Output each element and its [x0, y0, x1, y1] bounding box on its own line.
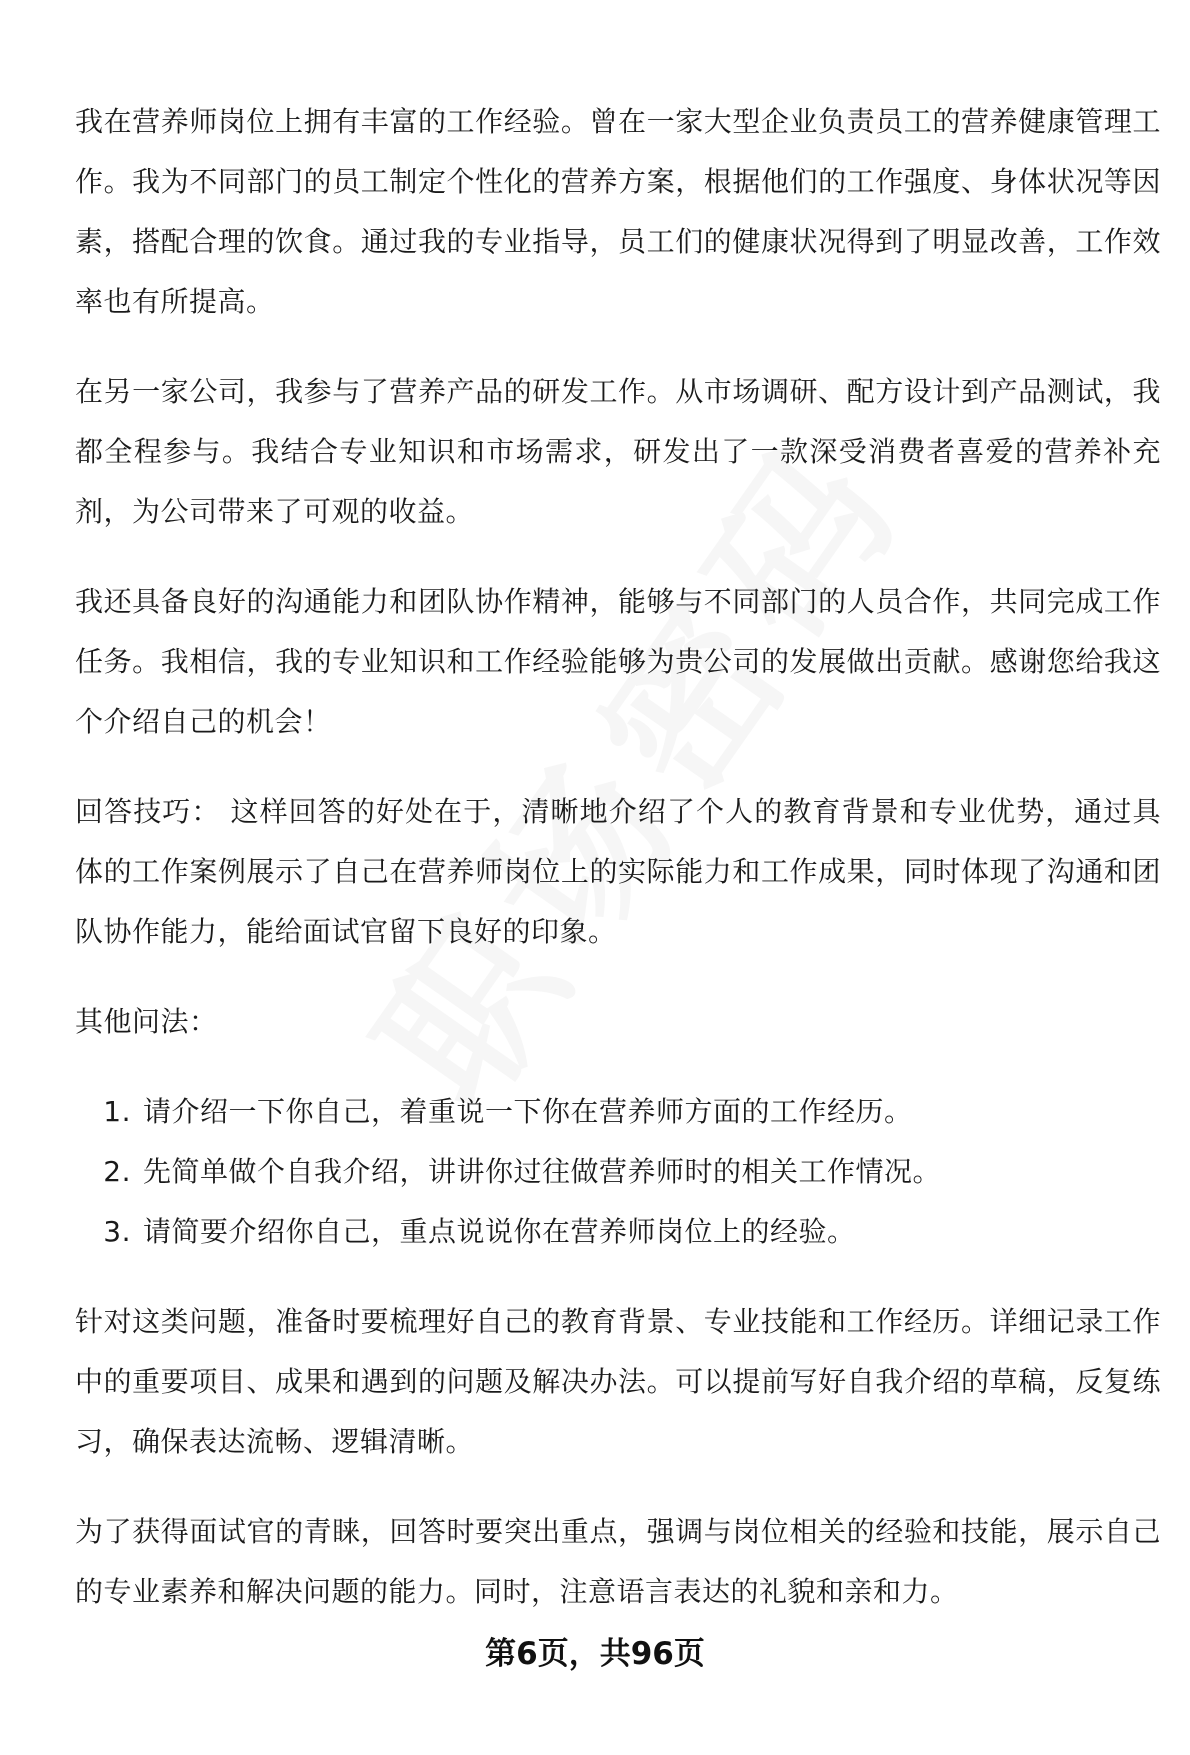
paragraph-experience: 我在营养师岗位上拥有丰富的工作经验。曾在一家大型企业负责员工的营养健康管理工作。我为不同部门的员工制定个性化的营养方案，根据他们的工作强度、身体状况等因素，搭配合理的饮食。通过我的专业指导，员工们的健康状况得到了明显改善，工作效率也有所提高。: [75, 105, 1161, 318]
page-number: 第6页，共96页: [485, 1636, 705, 1672]
list-item-number: 1.: [103, 1095, 131, 1128]
paragraph-answer-tips: 回答技巧： 这样回答的好处在于，清晰地介绍了个人的教育背景和专业优势，通过具体的工作案例展示了自己在营养师岗位上的实际能力和工作成果，同时体现了沟通和团队协作能力，能给面试官留下良好的印象。: [75, 795, 1161, 948]
list-item: [75, 1202, 1161, 1262]
list-item-text: 请简要介绍你自己，重点说说你在营养师岗位上的经验。: [143, 1215, 856, 1248]
list-item-number: 3.: [103, 1215, 131, 1248]
list-item-number: 2.: [103, 1155, 131, 1188]
paragraph-highlight: 为了获得面试官的青睐，回答时要突出重点，强调与岗位相关的经验和技能，展示自己的专业素养和解决问题的能力。同时，注意语言表达的礼貌和亲和力。: [75, 1515, 1161, 1608]
list-item-text: 先简单做个自我介绍，讲讲你过往做营养师时的相关工作情况。: [143, 1155, 942, 1188]
list-item: [75, 1142, 1161, 1202]
paragraph-product-rnd: 在另一家公司，我参与了营养产品的研发工作。从市场调研、配方设计到产品测试，我都全程参与。我结合专业知识和市场需求，研发出了一款深受消费者喜爱的营养补充剂，为公司带来了可观的收益。: [75, 375, 1161, 528]
list-item: [75, 1082, 1161, 1142]
other-questions-list: [75, 1082, 1161, 1262]
list-item-text: 请介绍一下你自己，着重说一下你在营养师方面的工作经历。: [143, 1095, 913, 1128]
document-body: [75, 92, 1161, 1652]
paragraph-preparation: 针对这类问题，准备时要梳理好自己的教育背景、专业技能和工作经历。详细记录工作中的重要项目、成果和遇到的问题及解决办法。可以提前写好自我介绍的草稿，反复练习，确保表达流畅、逻辑清晰。: [75, 1305, 1161, 1458]
paragraph-teamwork: 我还具备良好的沟通能力和团队协作精神，能够与不同部门的人员合作，共同完成工作任务。我相信，我的专业知识和工作经验能够为贵公司的发展做出贡献。感谢您给我这个介绍自己的机会！: [75, 585, 1161, 738]
paragraph-other-questions-heading: 其他问法：: [75, 1005, 218, 1038]
